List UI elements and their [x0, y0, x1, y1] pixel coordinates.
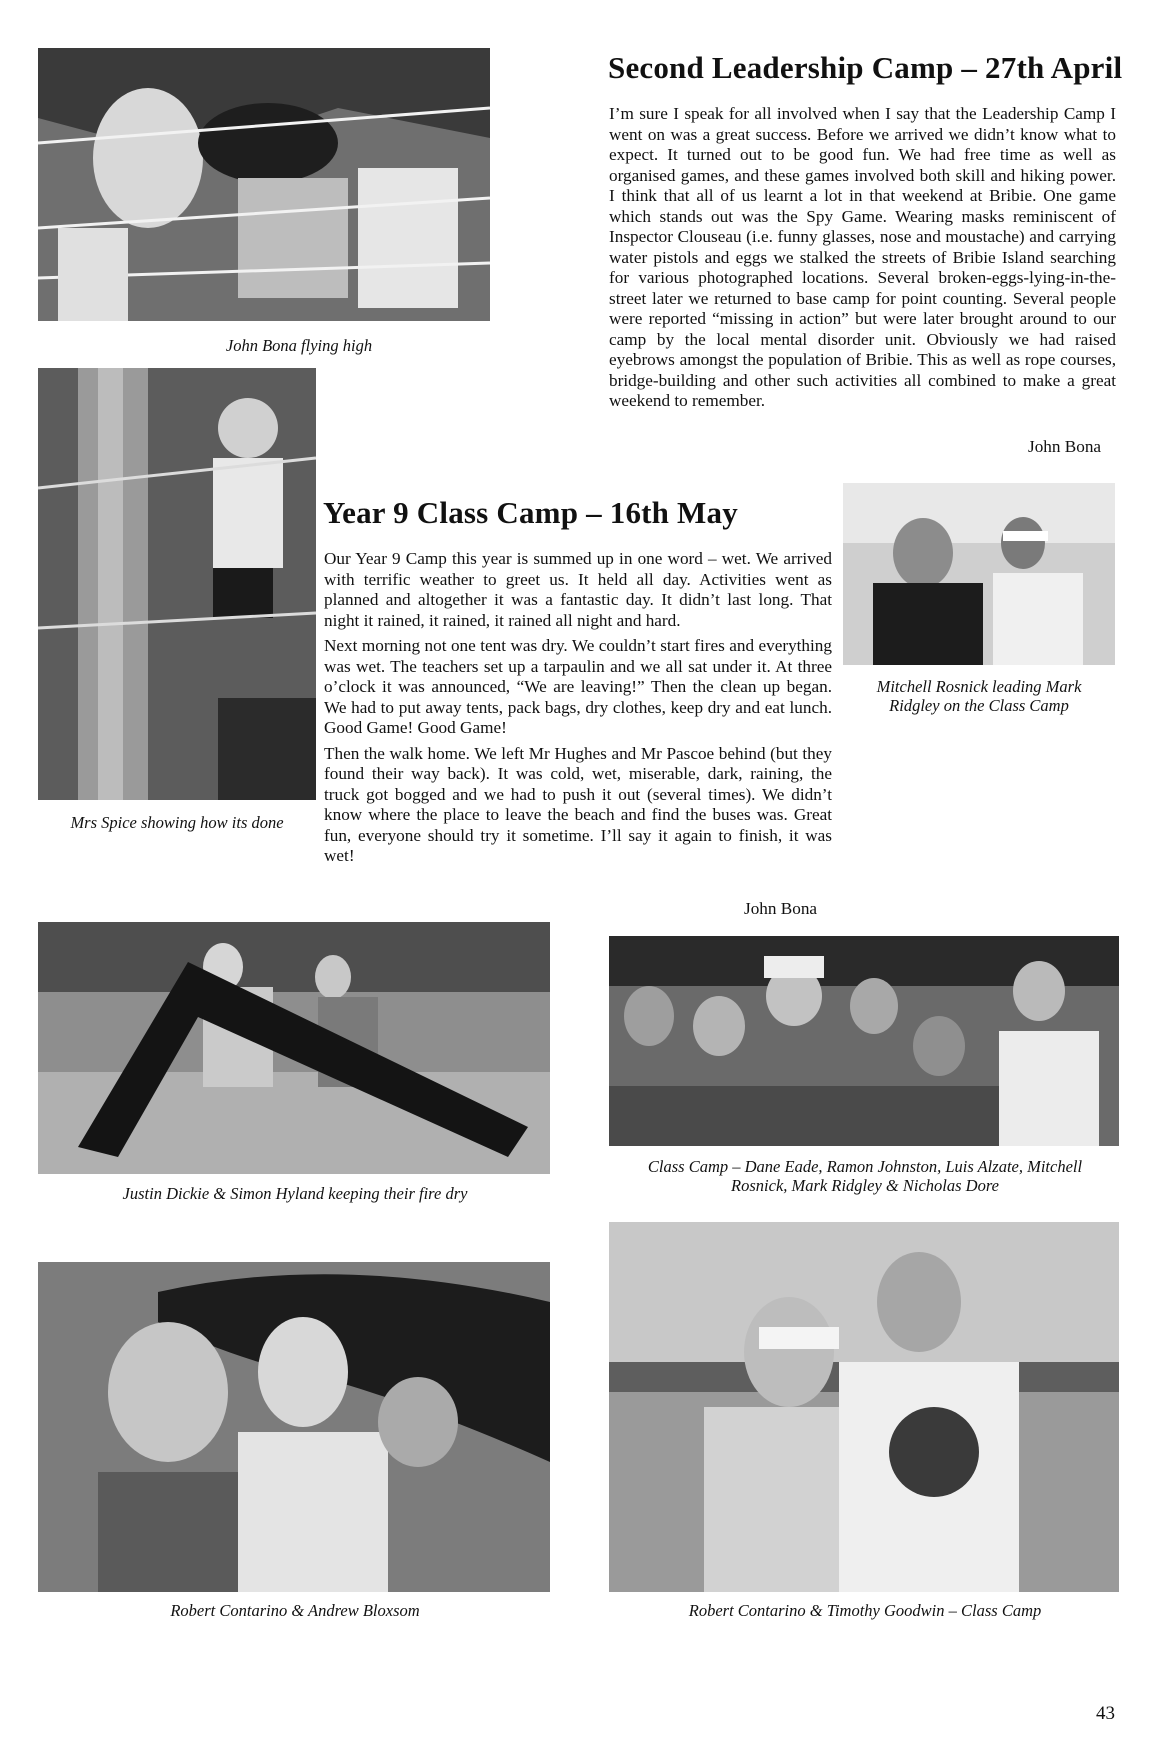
photo-2-image: [38, 368, 316, 800]
caption-photo-1: John Bona flying high: [198, 334, 400, 357]
caption-photo-3: Mitchell Rosnick leading Mark Ridgley on the Class Camp: [876, 677, 1082, 715]
photo-class-camp-group: [609, 936, 1119, 1146]
caption-photo-6: Robert Contarino & Andrew Bloxsom: [170, 1601, 420, 1620]
article-2-paragraph-1: Our Year 9 Camp this year is summed up in one word – wet. We arrived with terrific weather to greet us. It held all day. Activities went as planned and altogether it was a fantastic day. It didn’t last long. That night it rained, it rained, it rained all night and hard.: [324, 549, 832, 630]
article-2-title: Year 9 Class Camp – 16th May: [323, 495, 738, 530]
article-1-author: John Bona: [1028, 437, 1102, 456]
article-2-paragraph-2: Next morning not one tent was dry. We couldn’t start fires and everything was wet. The teachers set up a tarpaulin and we all sat under it. At three o’clock it was announced, “We are leaving!” Then the clean up began. We had to put away tents, pack bags, dry clothes, keep dry and eat lunch. Good Game! Good Game!: [324, 636, 832, 737]
photo-robert-contarino-andrew-bloxsom: [38, 1262, 550, 1592]
caption-photo-7: Robert Contarino & Timothy Goodwin – Class Camp: [688, 1601, 1042, 1620]
article-1-body: I’m sure I speak for all involved when I say that the Leadership Camp I went on was a great success. Before we arrived we didn’t know what to expect. It turned out to be good fun. We had free time as well as organised games, and these games involved both skill and hiking power. I think that all of us learnt a lot in that weekend at Bribie. One game which stands out was the Spy Game. Wearing masks reminiscent of Inspector Clouseau (i.e. funny glasses, nose and moustache) and carrying water pistols and eggs we stalked the streets of Bribie Island searching for various photographed locations. Several broken-eggs-lying-in-the-street later we returned to base camp for point counting. Several people were reported “missing in action” but were later brought around to our camp by the local mental disorder unit. Obviously we had raised eyebrows amongst the population of Bribie. This as well as rope courses, bridge-building and other such activities all combined to make a great weekend to remember.: [609, 104, 1116, 410]
caption-photo-5: Class Camp – Dane Eade, Ramon Johnston, Luis Alzate, Mitchell Rosnick, Mark Ridgley & Nicholas Dore: [647, 1157, 1083, 1195]
photo-4-image: [38, 922, 550, 1174]
photo-john-bona-flying-high: [38, 48, 490, 321]
article-2-body: [324, 549, 832, 872]
caption-photo-4: Justin Dickie & Simon Hyland keeping their fire dry: [122, 1184, 468, 1203]
page-number: 43: [1096, 1703, 1115, 1724]
photo-5-image: [609, 936, 1119, 1146]
photo-justin-dickie-simon-hyland: [38, 922, 550, 1174]
caption-photo-2: Mrs Spice showing how its done: [46, 811, 308, 834]
photo-robert-contarino-timothy-goodwin: [609, 1222, 1119, 1592]
photo-mrs-spice: [38, 368, 316, 800]
photo-1-image: [38, 48, 490, 321]
article-2-author: John Bona: [744, 899, 818, 918]
photo-6-image: [38, 1262, 550, 1592]
photo-mitchell-rosnick-leading-mark: [843, 483, 1115, 665]
article-1-title: Second Leadership Camp – 27th April: [608, 50, 1123, 85]
photo-7-image: [609, 1222, 1119, 1592]
photo-3-image: [843, 483, 1115, 665]
article-2-paragraph-3: Then the walk home. We left Mr Hughes and Mr Pascoe behind (but they found their way back). It was cold, wet, miserable, dark, raining, the truck got bogged and we had to push it out (several times). We didn’t know where the place to leave the beach and find the buses was. Great fun, everyone should try it sometime. I’ll say it again to finish, it was wet!: [324, 743, 832, 865]
